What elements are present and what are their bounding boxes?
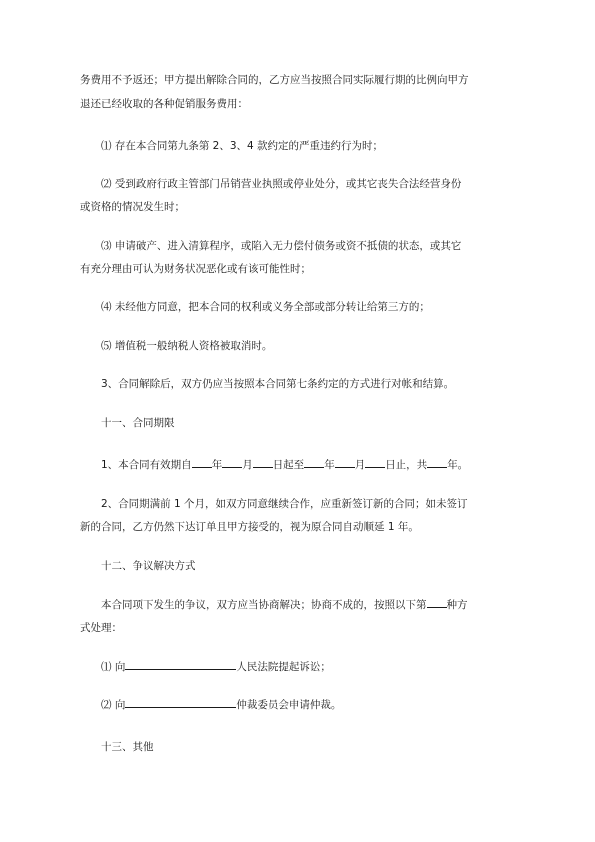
paragraph-renewal-line-2: 新的合同，乙方仍然下达订单且甲方接受的，视为原合同自动顺延 1 年。 bbox=[80, 521, 419, 533]
paragraph-settlement: 3、合同解除后，双方仍应当按照本合同第七条约定的方式进行对帐和结算。 bbox=[101, 378, 455, 390]
section-heading-dispute-resolution: 十二、争议解决方式 bbox=[101, 560, 196, 572]
text-fragment: 种方 bbox=[446, 599, 468, 611]
list-item-bankruptcy-line-1: ⑶ 申请破产、进入清算程序，或陷入无力偿付债务或资不抵债的状态，或其它 bbox=[101, 240, 462, 252]
text-fragment: 仲裁委员会申请仲裁。 bbox=[236, 699, 342, 711]
text-fragment: ⑴ 向 bbox=[101, 661, 126, 673]
list-item-arbitration-option bbox=[101, 695, 541, 715]
text-fragment: 年 bbox=[211, 459, 223, 471]
list-item-transfer: ⑷ 未经他方同意，把本合同的权利或义务全部或部分转让给第三方的； bbox=[101, 301, 430, 313]
text-fragment: 年 bbox=[324, 459, 335, 471]
text-fragment: 日止，共 bbox=[385, 459, 428, 471]
text-fragment: 年。 bbox=[447, 459, 469, 471]
list-item-court-option bbox=[101, 657, 541, 677]
fill-blank[interactable] bbox=[427, 595, 447, 608]
fill-blank[interactable] bbox=[427, 455, 447, 468]
fill-blank[interactable] bbox=[222, 455, 242, 468]
fill-blank[interactable] bbox=[335, 455, 355, 468]
paragraph-dispute-line-2: 式处理： bbox=[80, 622, 122, 634]
list-item-vat-status: ⑸ 增值税一般纳税人资格被取消时。 bbox=[101, 340, 273, 352]
text-fragment: 1、本合同有效期自 bbox=[101, 459, 192, 471]
fill-blank[interactable] bbox=[365, 455, 385, 468]
fill-blank[interactable] bbox=[253, 455, 273, 468]
list-item-license-revoked-line-2: 或资格的情况发生时； bbox=[80, 201, 185, 213]
section-heading-contract-term: 十一、合同期限 bbox=[101, 417, 175, 429]
text-fragment: 本合同项下发生的争议，双方应当协商解决；协商不成的，按照以下第 bbox=[101, 599, 427, 611]
arbitration-name-blank[interactable] bbox=[125, 695, 236, 708]
text-fragment: 人民法院提起诉讼； bbox=[236, 661, 331, 673]
fill-blank[interactable] bbox=[192, 455, 212, 468]
list-item-breach: ⑴ 存在本合同第九条第 2、3、4 款约定的严重违约行为时； bbox=[101, 140, 384, 152]
fill-blank[interactable] bbox=[304, 455, 324, 468]
text-fragment: 月 bbox=[242, 459, 253, 471]
paragraph-renewal-line-1: 2、合同期满前 1 个月，如双方同意继续合作，应重新签订新的合同；如未签订 bbox=[101, 498, 468, 510]
text-fragment: 日起至 bbox=[272, 459, 305, 471]
list-item-bankruptcy-line-2: 有充分理由可认为财务状况恶化或有该可能性时； bbox=[80, 263, 311, 275]
text-fragment: 月 bbox=[354, 459, 366, 471]
paragraph-refund-line-1: 务费用不予返还；甲方提出解除合同的，乙方应当按照合同实际履行期的比例向甲方 bbox=[80, 74, 469, 86]
text-fragment: ⑵ 向 bbox=[101, 699, 126, 711]
court-name-blank[interactable] bbox=[125, 657, 236, 670]
paragraph-refund-line-2: 退还已经收取的各种促销服务费用： bbox=[80, 98, 248, 110]
section-heading-others: 十三、其他 bbox=[101, 741, 154, 753]
list-item-license-revoked-line-1: ⑵ 受到政府行政主管部门吊销营业执照或停业处分，或其它丧失合法经营身份 bbox=[101, 178, 462, 190]
paragraph-dispute-line-1 bbox=[101, 595, 541, 615]
paragraph-validity-period bbox=[101, 455, 541, 475]
